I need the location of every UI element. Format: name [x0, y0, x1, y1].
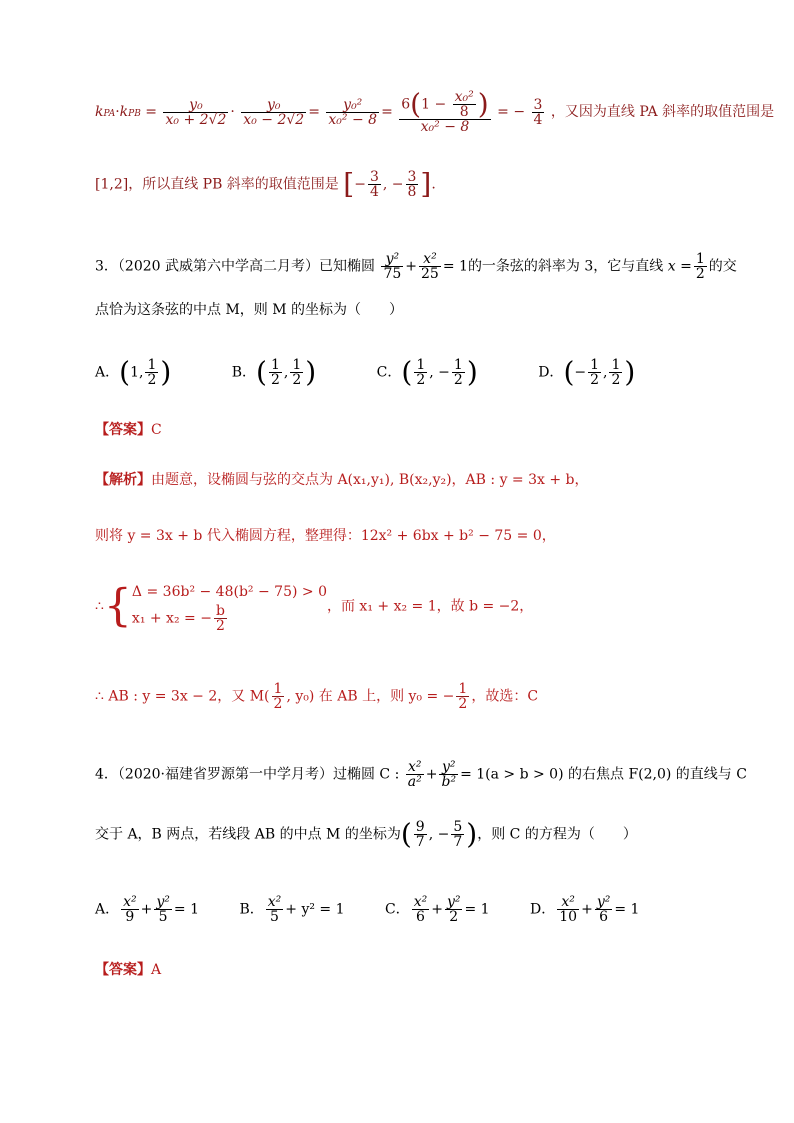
q3-option-b[interactable]: B．( $\frac{1}{2}$ , $\frac{1}{2}$ ): [231, 355, 317, 389]
q4-answer: 【答案】A: [95, 962, 162, 978]
slope-product-line: kPA·kPB = $\frac{\text{y₀}}{\text{x₀ + 2√2}}$ · $\frac{\text{y₀}}{\text{x₀ − 2√2}}$ = $\frac{\text{y₀²}}{\text{x₀² − 8}}$ = 6(1 − $\frac{\text{x₀²}}{8}$ ) x₀² − 8 = − $\frac{3}{4}$ ，又因为直线 PA 斜率的取值范围是: [95, 87, 775, 135]
q3-analysis-final: ∴ AB : y = 3x − 2，又 M( $\frac{1}{2}$ , y₀) 在 AB 上，则 y₀ = − $\frac{1}{2}$ ，故选：C: [95, 681, 539, 712]
q3-stem-2: 点恰为这条弦的中点 M，则 M 的坐标为（ ）: [95, 302, 404, 318]
q3-option-d[interactable]: D．(− $\frac{1}{2}$ , $\frac{1}{2}$ ): [538, 355, 636, 389]
range-line: [1,2]，所以直线 PB 斜率的取值范围是 [− $\frac{3}{4}$ , − $\frac{3}{8}$ ].: [95, 167, 436, 201]
frac-4: 6(1 − $\frac{\text{x₀²}}{8}$ ) x₀² − 8: [401, 87, 489, 135]
q3-option-c[interactable]: C．( $\frac{1}{2}$ , − $\frac{1}{2}$ ): [376, 355, 478, 389]
frac-1: $\frac{\text{y₀}}{\text{x₀ + 2√2}}$: [165, 96, 227, 128]
q4-option-b[interactable]: B． $\frac{\text{x²}}{5}$ + y² = 1: [239, 894, 345, 925]
q3-analysis-system: ∴{ Δ = 36b² − 48(b² − 75) > 0 x₁ + x₂ = − $\frac{b}{2}$ ，而 x₁ + x₂ = 1，故 b = −2，: [95, 580, 534, 634]
frac-2: $\frac{\text{y₀}}{\text{x₀ − 2√2}}$: [243, 96, 305, 128]
q4-option-c[interactable]: C． $\frac{\text{x²}}{6}$ + $\frac{\text{y²}}{2}$ = 1: [384, 894, 490, 925]
q4-option-a[interactable]: A． $\frac{\text{x²}}{9}$ + $\frac{\text{y²}}{5}$ = 1: [95, 894, 199, 925]
frac-3: $\frac{\text{y₀²}}{\text{x₀² − 8}}$: [328, 96, 378, 128]
q3-option-a[interactable]: A．(1, $\frac{1}{2}$ ): [95, 355, 172, 389]
frac-5: $\frac{3}{4}$: [533, 96, 543, 128]
q4-stem: 4．（2020·福建省罗源第一中学月考）过椭圆 C : $\frac{\text{x²}}{\text{a²}}$ + $\frac{\text{y²}}{\text{b²}}$ = 1(a > b > 0) 的右焦点 F(2,0) 的直线与 C: [95, 759, 747, 790]
q3-analysis-2: 则将 y = 3x + b 代入椭圆方程，整理得：12x² + 6bx + b² − 75 = 0，: [95, 528, 556, 544]
q4-stem-2: 交于 A，B 两点，若线段 AB 的中点 M 的坐标为( $\frac{9}{7}$ , − $\frac{5}{7}$ )，则 C 的方程为（ ）: [95, 817, 637, 851]
q4-options: [95, 895, 639, 924]
q3-stem: 3．（2020 武威第六中学高二月考）已知椭圆 $\frac{\text{y²}}{75}$ + $\frac{\text{x²}}{25}$ = 1的一条弦的斜率为 3，它与直线 x = $\frac{1}{2}$ 的交: [95, 251, 737, 282]
q4-option-d[interactable]: D． $\frac{\text{x²}}{10}$ + $\frac{\text{y²}}{6}$ = 1: [530, 894, 640, 925]
q3-analysis-1: 【解析】由题意，设椭圆与弦的交点为 A(x₁,y₁), B(x₂,y₂)，AB : y = 3x + b，: [95, 472, 589, 488]
q3-options: [95, 355, 691, 389]
q3-answer: 【答案】C: [95, 422, 162, 438]
